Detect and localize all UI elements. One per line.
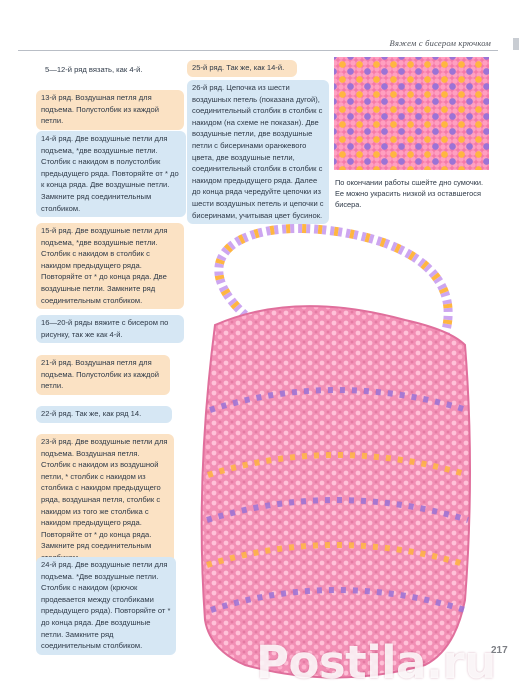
row-22-text: 22-й ряд. Так же, как ряд 14. — [36, 406, 172, 423]
beadwork-closeup-photo — [334, 57, 489, 170]
running-header: Вяжем с бисером крючком — [389, 38, 491, 48]
row-5-12-text: 5—12-й ряд вязать, как 4-й. — [45, 65, 143, 74]
postila-watermark — [256, 636, 496, 689]
row-23-text: 23-й ряд. Две воздушные петли для подъема. Воздушная петля. Столбик с накидом из воздушной петли, * столбик с накидом из столбика с накидом предыдущего ряда, воздушная петля, столбик с накидом из того же столбика с накидом предыдущего ряда. Повторяйте от * до конца ряда. Замкните ряд соединительным — [36, 434, 174, 567]
row-15-text: 15-й ряд. Две воздушные петли для подъема, *две воздушные петли. Столбик с накидом в столбик с накидом предыдущего ряда. Повторяйте от * до конца ряда. Две воздушные петли. Замкните ряд соединительным столбиком. — [36, 223, 184, 309]
row-25-text: 25-й ряд. Так же, как 14-й. — [187, 60, 297, 77]
row-16-20-text: 16—20-й ряды вяжите с бисером по рисунку, так же как 4-й. — [36, 315, 184, 343]
row-13-text: 13-й ряд. Воздушная петля для подъема. Полустолбик из каждой петли. — [36, 90, 184, 130]
page-number: 217 — [491, 645, 508, 656]
header-rule — [18, 50, 498, 51]
header-edge-tab — [513, 38, 519, 50]
crocheted-bag-photo — [175, 220, 519, 700]
row-24-text: 24-й ряд. Две воздушные петли для подъема. *Две воздушные петли. Столбик с накидом (крючок продевается между столбиками предыдущего ряда). Повторяйте от * до конца ряда. Две воздушные петли. Замкните ряд соединительным столбиком. — [36, 557, 176, 655]
photo-caption: По окончании работы сшейте дно сумочки. Ее можно украсить низкой из оставшегося бисера. — [335, 178, 484, 210]
row-26-text: 26-й ряд. Цепочка из шести воздушных петель (показана дугой), соединительный столбик в столбик с накидом (на схеме не показан). Две воздушные петли, две воздушные петли с бисеринами оранжевого цвета, две воздушные петли, соединительный столбик в столбик с накидом предыдущего ряда. Далее до конца ряда чередуйте цепочки из шести воздушных петель и цепочки с бисеринами, учитывая цвет бусинок. — [187, 80, 329, 224]
row-14-text: 14-й ряд. Две воздушные петли для подъема, *две воздушные петли. Столбик с накидом в полустолбик предыдущего ряда. Повторяйте от * до к конца ряда. Две воздушные петли. Замкните ряд соединительным столбиком. — [36, 131, 186, 217]
watermark-text: Postila.ru — [256, 636, 496, 689]
row-21-text: 21-й ряд. Воздушная петля для подъема. Полустолбик из каждой петли. — [36, 355, 170, 395]
